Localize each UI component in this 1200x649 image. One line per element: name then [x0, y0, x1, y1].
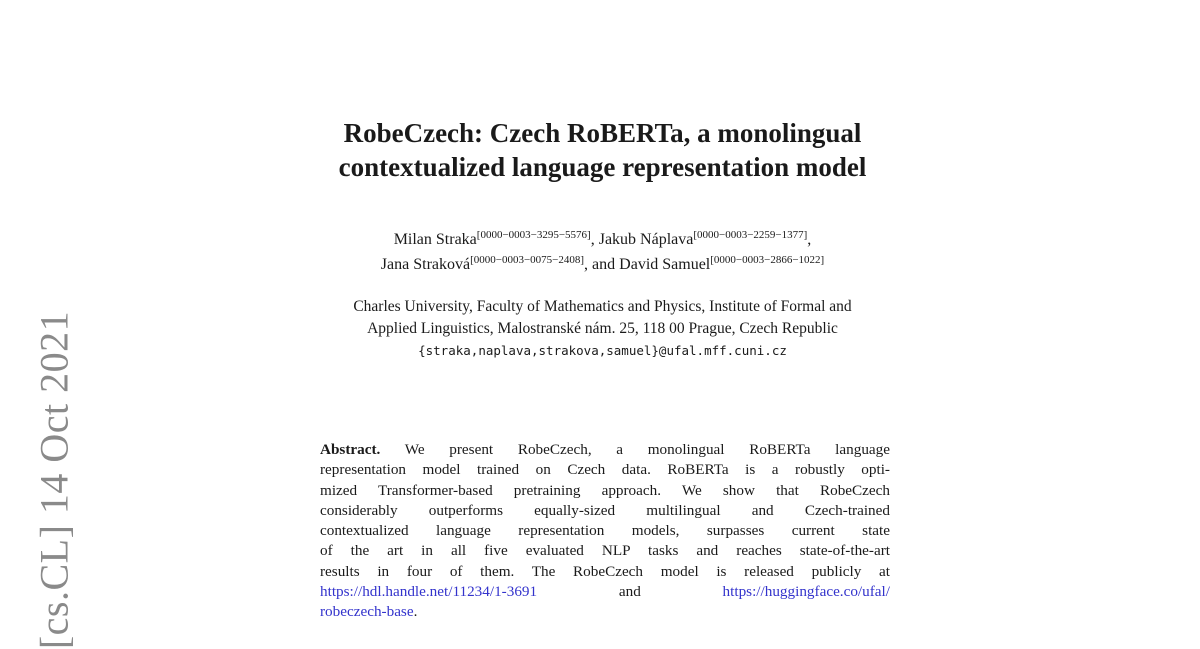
arxiv-identifier-stamp: [cs.CL] 14 Oct 2021 — [31, 310, 77, 649]
abstract-line: contextualized language representation models, surpasses current state — [320, 522, 890, 540]
author-name: Jana Straková — [380, 256, 471, 273]
title-line-2: contextualized language representation model — [338, 152, 867, 182]
author-separator: , and — [584, 256, 616, 273]
link-joiner: and — [618, 583, 641, 601]
abstract-line — [320, 602, 890, 622]
abstract-end: . — [413, 603, 418, 621]
dataset-link[interactable]: https://hdl.handle.net/11234/1-3691 — [320, 583, 538, 601]
author-orcid[interactable]: [0000−0003−3295−5576] — [476, 229, 591, 241]
affiliation-block — [230, 296, 975, 362]
abstract-line: mized Transformer-based pretraining approach. We show that RobeCzech — [320, 481, 890, 499]
author-emails[interactable]: {straka,naplava,strakova,samuel}@ufal.mff.cuni.cz — [418, 343, 787, 358]
author-name: David Samuel — [619, 256, 711, 273]
author-orcid[interactable]: [0000−0003−2259−1377] — [693, 229, 808, 241]
title-line-1: RobeCzech: Czech RoBERTa, a monolingual — [343, 118, 862, 148]
author-name: Milan Straka — [393, 231, 477, 248]
huggingface-link-continued[interactable]: robeczech-base — [320, 603, 414, 621]
abstract-label: Abstract. — [320, 441, 381, 458]
affiliation-line-1: Charles University, Faculty of Mathematics and Physics, Institute of Formal and — [353, 298, 852, 315]
author-orcid[interactable]: [0000−0003−0075−2408] — [470, 254, 585, 266]
abstract-line: representation model trained on Czech data. RoBERTa is a robustly opti- — [320, 461, 890, 479]
author-orcid[interactable]: [0000−0003−2866−1022] — [710, 254, 825, 266]
abstract-text: We present RobeCzech, a monolingual RoBERTa language — [404, 441, 891, 458]
author-name: Jakub Náplava — [598, 231, 694, 248]
abstract-line — [320, 582, 890, 602]
author-separator: , — [807, 231, 812, 248]
affiliation-line-2: Applied Linguistics, Malostranské nám. 25, 118 00 Prague, Czech Republic — [367, 320, 838, 337]
huggingface-link[interactable]: https://huggingface.co/ufal/ — [722, 583, 890, 601]
paper-title — [230, 116, 975, 184]
abstract-line — [320, 440, 890, 460]
paper-page — [230, 0, 975, 648]
author-list — [230, 228, 975, 278]
abstract-line: of the art in all five evaluated NLP tasks and reaches state-of-the-art — [320, 542, 890, 560]
abstract-line: results in four of them. The RobeCzech model is released publicly at — [320, 562, 890, 580]
abstract-line: considerably outperforms equally-sized multilingual and Czech-trained — [320, 501, 890, 519]
abstract-block — [320, 440, 890, 623]
author-separator: , — [590, 231, 595, 248]
